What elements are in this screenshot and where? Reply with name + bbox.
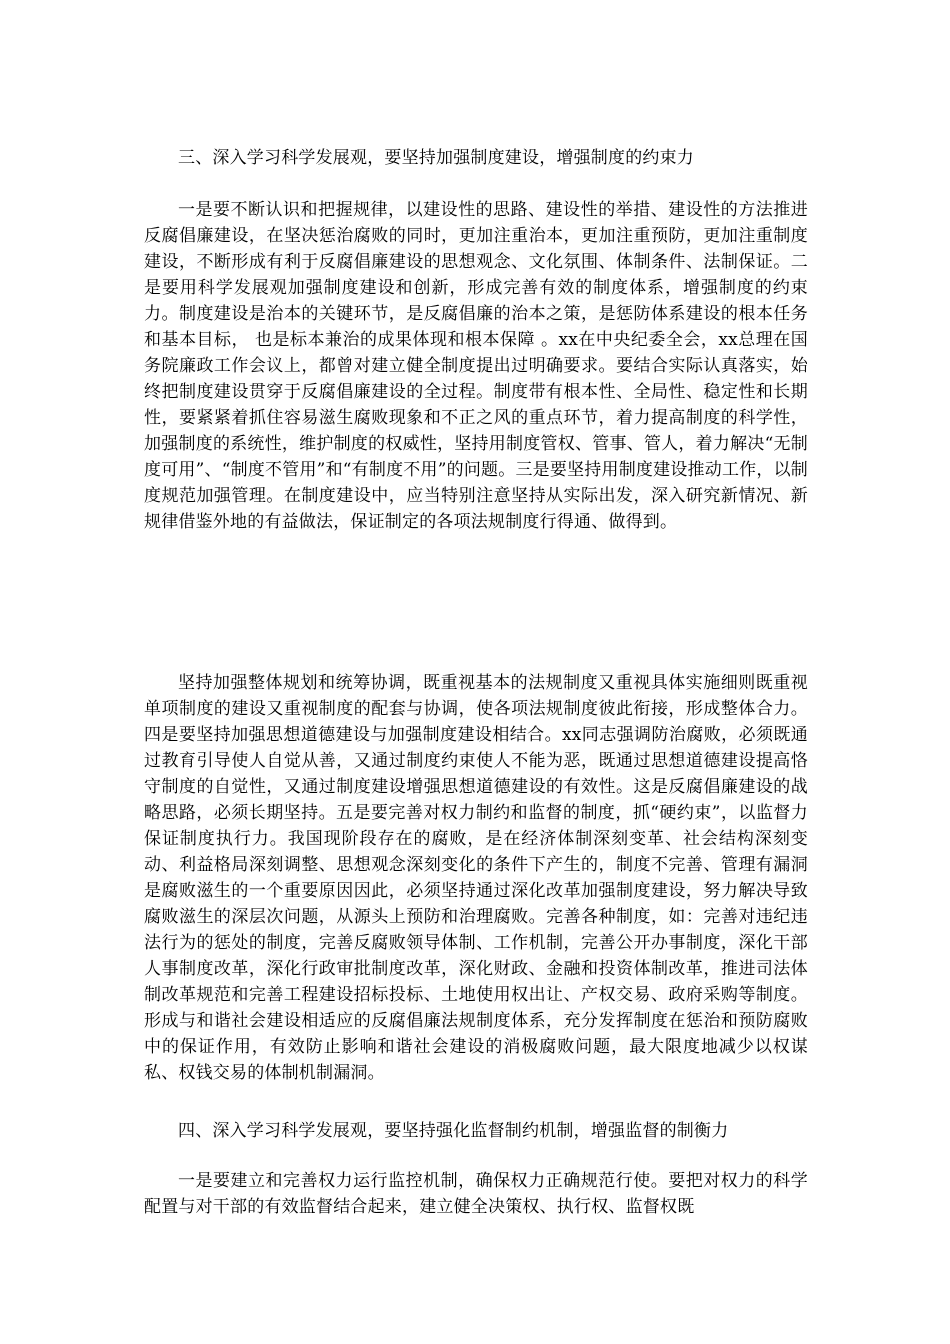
paragraph-3: 一是要建立和完善权力运行监控机制，确保权力正确规范行使。要把对权力的科学配置与对干部的有效监督结合起来，建立健全决策权、执行权、监督权既 [144,1171,808,1217]
paragraph-2: 坚持加强整体规划和统筹协调，既重视基本的法规制度又重视具体实施细则既重视单项制度的建设又重视制度的配套与协调，使各项法规制度彼此衔接，形成整体合力。四是要坚持加强思想道德建设与加强制度建设相结合。xx同志强调防治腐败，必须既通过教育引导使人自觉从善，又通过制度约束使人不能为恶，既通过思想道德建设提高恪守制度的自觉性，又通过制度建设增强思想道德建设的有效性。这是反腐倡廉建设的战略思路，必须长期坚持。五是要完善对权力制约和监督的制度，抓“硬约束”，以监督力保证制度执行力。我国现阶段存在的腐败，是在经济体制深刻变革、社会结构深刻变动、利益格局深刻调整、思想观念深刻变化的条件下产生的，制度不完善、管理有漏洞是腐败滋生的一个重要原因因此，必须坚持通过深化改革加强制度建设，努力解决导致腐败滋生的深层次问题，从源头上预防和治理腐败。完善各种制度，如：完善对违纪违法行为的惩处的制度，完善反腐败领导体制、工作机制，完善公开办事制度，深化干部人事制度改革，深化行政审批制度改革，深化财政、金融和投资体制改革，推进司法体制改革规范和完善工程建设招标投标、土地使用权出让、产权交易、政府采购等制度。形成与和谐社会建设相适应的反腐倡廉法规制度体系，充分发挥制度在惩治和预防腐败中的保证作用，有效防止影响和谐社会建设的消极腐败问题，最大限度地减少以权谋私、权钱交易的体制机制漏洞。 [144,673,808,1083]
section-heading-4: 四、深入学习科学发展观，要坚持强化监督制约机制，增强监督的制衡力 [178,1121,729,1141]
section-heading-3: 三、深入学习科学发展观，要坚持加强制度建设，增强制度的约束力 [178,148,694,168]
paragraph-1: 一是要不断认识和把握规律，以建设性的思路、建设性的举措、建设性的方法推进反腐倡廉建设，在坚决惩治腐败的同时，更加注重治本，更加注重预防，更加注重制度建设，不断形成有利于反腐倡廉建设的思想观念、文化氛围、体制条件、法制保证。二是要用科学发展观加强制度建设和创新，形成完善有效的制度体系，增强制度的约束力。制度建设是治本的关键环节，是反腐倡廉的治本之策，是惩防体系建设的根本任务和基本目标， 也是标本兼治的成果体现和根本保障 。xx在中央纪委全会，xx总理在国务院廉政工作会议上，都曾对建立健全制度提出过明确要求。要结合实际认真落实，始终把制度建设贯穿于反腐倡廉建设的全过程。制度带有根本性、全局性、稳定性和长期性，要紧紧着抓住容易滋生腐败现象和不正之风的重点环节，着力提高制度的科学性，加强制度的系统性，维护制度的权威性，坚持用制度管权、管事、管人，着力解决“无制度可用”、“制度不管用”和“有制度不用”的问题。三是要坚持用制度建设推动工作，以制度规范加强管理。在制度建设中，应当特别注意坚持从实际出发，深入研究新情况、新规律借鉴外地的有益做法，保证制定的各项法规制度行得通、做得到。 [144,200,808,532]
